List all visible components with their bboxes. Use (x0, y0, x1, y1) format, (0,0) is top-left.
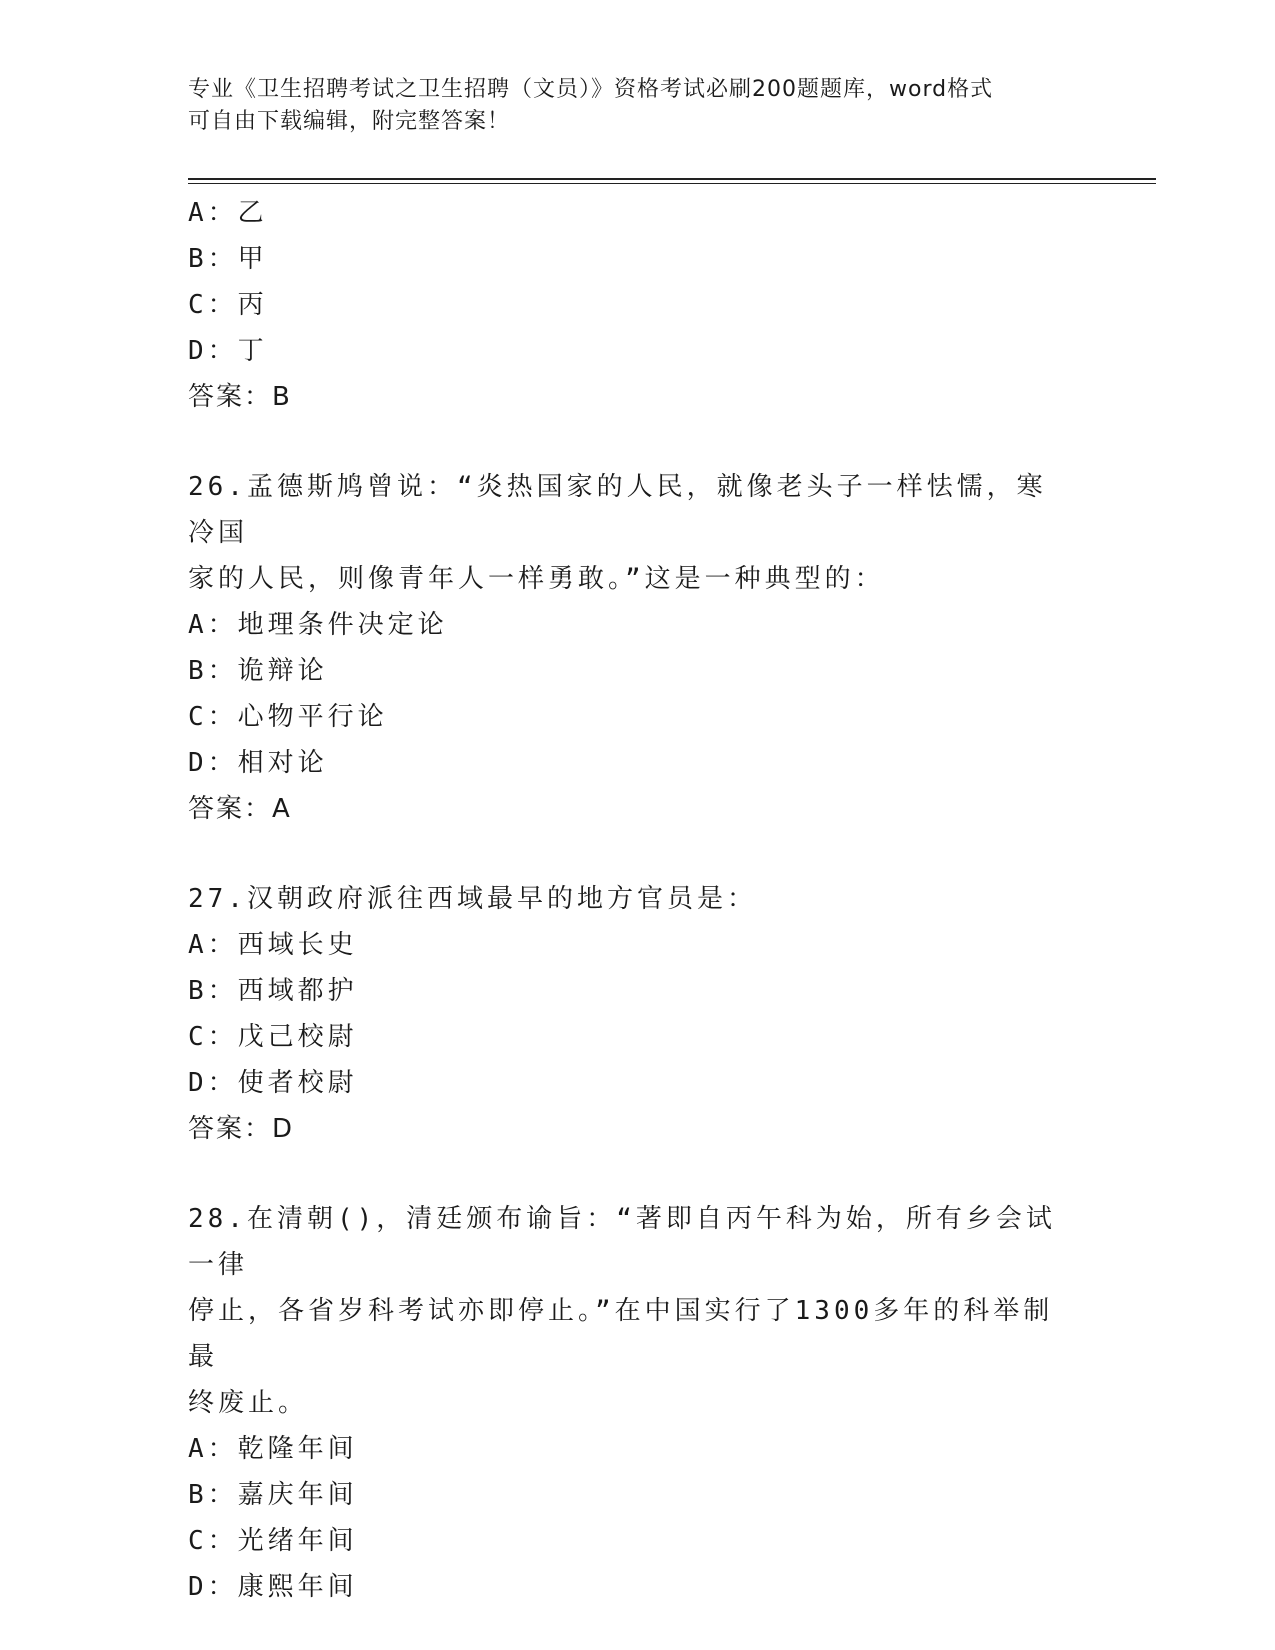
header-rule-thick (188, 178, 1156, 180)
question-list (188, 190, 1088, 1610)
question-25 (188, 190, 1088, 420)
option-a: A：乾隆年间 (188, 1434, 358, 1464)
question-stem-line-2: 家的人民，则像青年人一样勇敢。”这是一种典型的： (188, 564, 885, 594)
option-c: C：戊己校尉 (188, 1022, 358, 1052)
answer: 答案：A (188, 794, 292, 824)
question-stem-line-1: 26.孟德斯鸠曾说：“炎热国家的人民，就像老头子一样怯懦，寒冷国 (188, 472, 1047, 548)
option-c: C：光绪年间 (188, 1526, 358, 1556)
option-a: A：乙 (188, 198, 268, 228)
option-a: A：西域长史 (188, 930, 358, 960)
answer: 答案：B (188, 382, 292, 412)
option-b: B：甲 (188, 244, 268, 274)
header-rule-thin (188, 183, 1156, 184)
option-c: C：心物平行论 (188, 702, 388, 732)
option-d: D：相对论 (188, 748, 328, 778)
question-26 (188, 464, 1088, 832)
option-b: B：诡辩论 (188, 656, 328, 686)
question-28 (188, 1196, 1088, 1610)
document-header (188, 74, 1088, 138)
question-stem-line-3: 终废止。 (188, 1388, 309, 1418)
option-b: B：嘉庆年间 (188, 1480, 358, 1510)
answer: 答案：D (188, 1114, 295, 1144)
option-d: D：使者校尉 (188, 1068, 358, 1098)
header-line-2: 可自由下载编辑，附完整答案！ (188, 109, 511, 134)
question-stem-line-1: 28.在清朝()，清廷颁布谕旨：“著即自丙午科为始，所有乡会试一律 (188, 1204, 1056, 1280)
question-stem-line-2: 停止，各省岁科考试亦即停止。”在中国实行了1300多年的科举制最 (188, 1296, 1054, 1372)
option-b: B：西域都护 (188, 976, 358, 1006)
option-a: A：地理条件决定论 (188, 610, 448, 640)
header-line-1: 专业《卫生招聘考试之卫生招聘（文员）》资格考试必刷200题题库，word格式 (188, 77, 994, 102)
question-27 (188, 876, 1088, 1152)
question-stem-line-1: 27.汉朝政府派往西域最早的地方官员是： (188, 884, 757, 914)
option-d: D：丁 (188, 336, 268, 366)
option-d: D：康熙年间 (188, 1572, 358, 1602)
option-c: C：丙 (188, 290, 268, 320)
